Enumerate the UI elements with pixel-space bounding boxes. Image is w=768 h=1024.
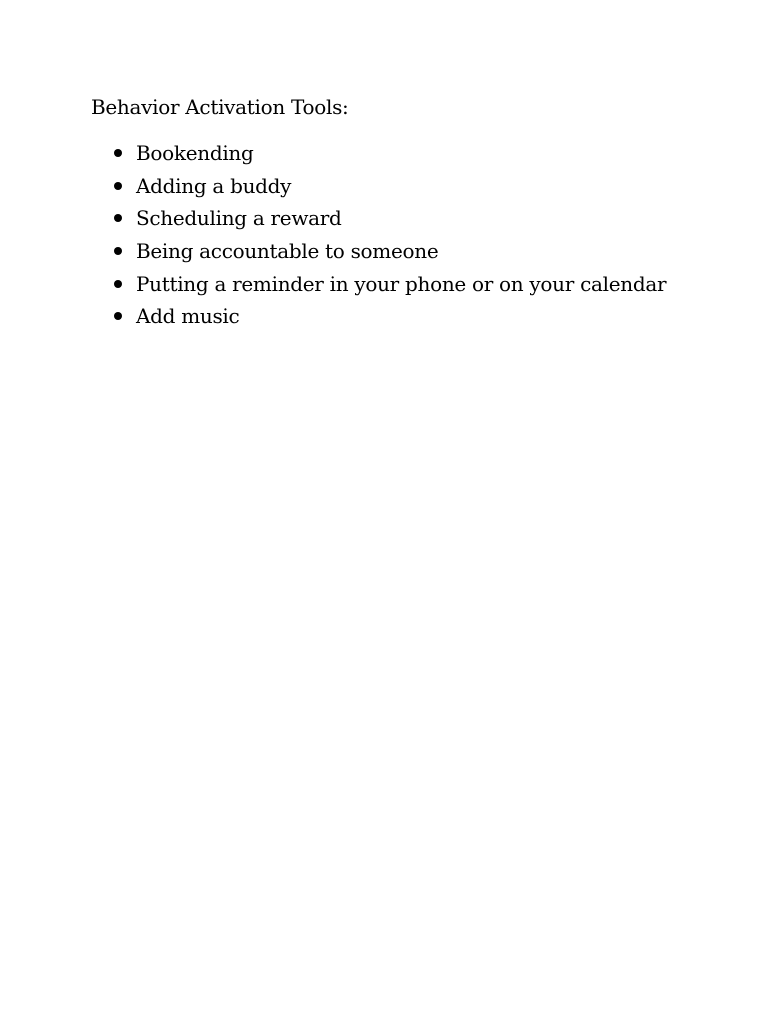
list-item-label: Adding a buddy (136, 173, 292, 198)
list-item-label: Being accountable to someone (136, 239, 439, 264)
page-heading: Behavior Activation Tools: (91, 95, 349, 119)
bullet-icon (114, 312, 122, 320)
list-item-label: Add music (136, 304, 240, 329)
bullet-icon (114, 214, 122, 222)
list-item-label: Scheduling a reward (136, 206, 342, 231)
bullet-icon (114, 280, 122, 288)
list-item-label: Bookending (136, 141, 254, 165)
bullet-icon (114, 182, 122, 190)
bullet-icon (114, 149, 122, 157)
bullet-icon (114, 247, 122, 255)
list-item-label: Putting a reminder in your phone or on your calendar (136, 271, 667, 296)
